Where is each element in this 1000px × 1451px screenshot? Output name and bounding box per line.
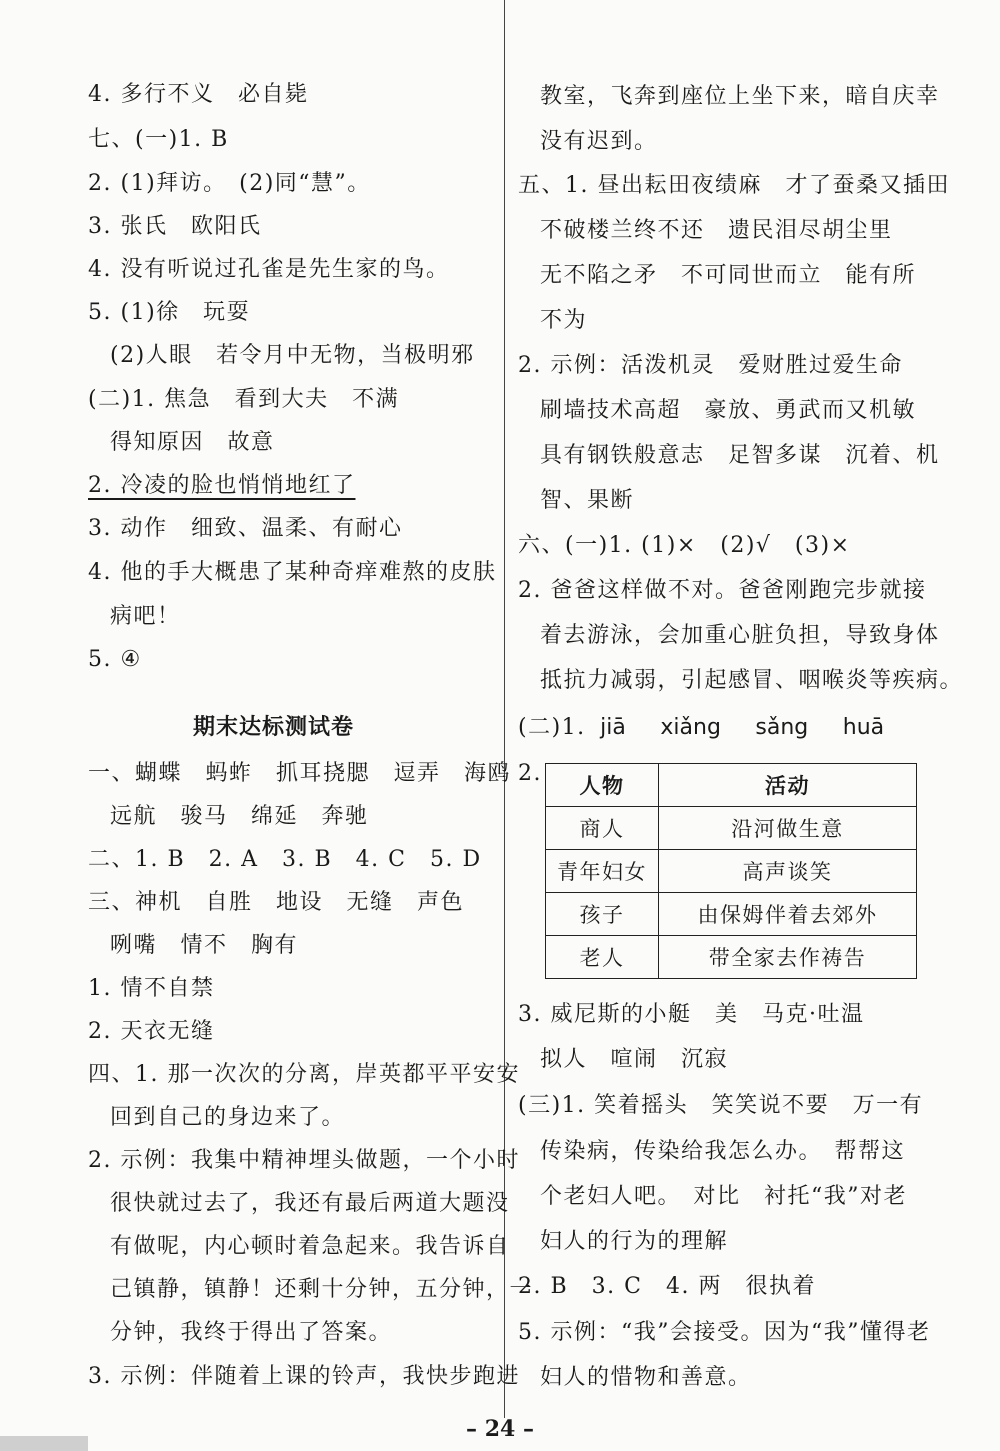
answer-line: 3. 威尼斯的小艇 美 马克·吐温 (518, 1002, 865, 1027)
answer-line: 着去游泳，会加重心脏负担，导致身体 (540, 623, 940, 648)
answer-line: 妇人的惜物和善意。 (540, 1365, 752, 1390)
scan-edge-strip (0, 1436, 88, 1451)
answer-line: 六、(一)1. (1)× (2)√ (3)× (518, 533, 851, 558)
table-header: 活动 (659, 764, 917, 807)
page-number: – 24 – (466, 1416, 534, 1442)
answer-line: 抵抗力减弱，引起感冒、咽喉炎等疾病。 (540, 668, 964, 693)
pinyin-word: huā (842, 715, 885, 740)
answer-line: 5. (1)徐 玩耍 (88, 300, 251, 325)
answer-line: 七、(一)1. B (88, 127, 229, 152)
answer-line: 5. ④ (88, 647, 142, 672)
table-row (546, 893, 917, 936)
table-cell: 老人 (546, 936, 659, 979)
answer-line: 4. 多行不义 必自毙 (88, 82, 309, 107)
answer-line: 传染病，传染给我怎么办。 帮帮这 (540, 1139, 906, 1164)
table-row (546, 936, 917, 979)
answer-line: 没有迟到。 (540, 129, 658, 154)
answer-line: 3. 示例：伴随着上课的铃声，我快步跑进 (88, 1364, 520, 1389)
pinyin-answer-line (518, 713, 884, 743)
answer-line: 2. 爸爸这样做不对。爸爸刚跑完步就接 (518, 578, 927, 603)
table-row (546, 850, 917, 893)
answer-line: 不为 (540, 308, 588, 333)
pinyin-word: jiā (600, 715, 626, 740)
answer-line: 2. 天衣无缝 (88, 1019, 215, 1044)
table-header-row (546, 764, 917, 807)
table-cell: 孩子 (546, 893, 659, 936)
answer-line: 个老妇人吧。 对比 衬托“我”对老 (540, 1184, 907, 1209)
answer-line: 具有钢铁般意志 足智多谋 沉着、机 (540, 443, 940, 468)
answer-line: 拟人 喧闹 沉寂 (540, 1047, 729, 1072)
table-cell: 高声谈笑 (659, 850, 917, 893)
answer-line-underlined: 2. 冷凌的脸也悄悄地红了 (88, 473, 356, 498)
answer-line: 回到自己的身边来了。 (110, 1105, 346, 1130)
answer-line: 5. 示例：“我”会接受。因为“我”懂得老 (518, 1320, 931, 1345)
answer-line: 无不陷之矛 不可同世而立 能有所 (540, 263, 917, 288)
answer-line: 刷墙技术高超 豪放、勇武而又机敏 (540, 398, 917, 423)
answer-line: (二)1. 焦急 看到大夫 不满 (88, 387, 400, 412)
answer-line: 分钟，我终于得出了答案。 (110, 1320, 393, 1345)
answer-line: 远航 骏马 绵延 奔驰 (110, 804, 369, 829)
table-header: 人物 (546, 764, 659, 807)
pinyin-prefix: (二)1. (518, 715, 586, 740)
answer-line: 很快就过去了，我还有最后两道大题没 (110, 1191, 510, 1216)
answer-line: 得知原因 故意 (110, 430, 275, 455)
table-cell: 沿河做生意 (659, 807, 917, 850)
table-label: 2. (518, 761, 542, 786)
activity-table (545, 763, 917, 979)
table-cell: 带全家去作祷告 (659, 936, 917, 979)
answer-line: 妇人的行为的理解 (540, 1229, 729, 1254)
answer-line: 三、神机 自胜 地设 无缝 声色 (88, 890, 465, 915)
answer-line: 3. 动作 细致、温柔、有耐心 (88, 516, 403, 541)
answer-line: 一、蝴蝶 蚂蚱 抓耳挠腮 逗弄 海鸥 (88, 761, 512, 786)
section-title: 期末达标测试卷 (193, 715, 355, 740)
table-cell: 青年妇女 (546, 850, 659, 893)
answer-line: 2. 示例：我集中精神埋头做题，一个小时 (88, 1148, 520, 1173)
answer-line: 有做呢，内心顿时着急起来。我告诉自 (110, 1234, 510, 1259)
answer-line: 智、果断 (540, 488, 635, 513)
answer-line: (三)1. 笑着摇头 笑笑说不要 万一有 (518, 1093, 924, 1118)
pinyin-word: sǎng (755, 715, 809, 740)
answer-line: 不破楼兰终不还 遗民泪尽胡尘里 (540, 218, 893, 243)
answer-line: 3. 张氏 欧阳氏 (88, 214, 262, 239)
answer-line: 教室，飞奔到座位上坐下来，暗自庆幸 (540, 84, 940, 109)
answer-line: 四、1. 那一次次的分离，岸英都平平安安 (88, 1062, 520, 1087)
answer-line: 咧嘴 情不 胸有 (110, 933, 299, 958)
table-cell: 商人 (546, 807, 659, 850)
pinyin-word: xiǎng (660, 715, 721, 740)
answer-line: 二、1. B 2. A 3. B 4. C 5. D (88, 847, 482, 872)
answer-line: 五、1. 昼出耘田夜绩麻 才了蚕桑又插田 (518, 173, 950, 198)
answer-line: 病吧！ (110, 604, 181, 629)
answer-line: 2. 示例：活泼机灵 爱财胜过爱生命 (518, 353, 903, 378)
table-cell: 由保姆伴着去郊外 (659, 893, 917, 936)
answer-line: 4. 没有听说过孔雀是先生家的鸟。 (88, 257, 450, 282)
answer-line: 2. B 3. C 4. 两 很执着 (518, 1274, 816, 1299)
answer-line: 己镇静，镇静！还剩十分钟，五分钟，一 (110, 1277, 534, 1302)
answer-line: 4. 他的手大概患了某种奇痒难熬的皮肤 (88, 560, 497, 585)
answer-line: (2)人眼 若令月中无物，当极明邪 (110, 343, 475, 368)
table-row (546, 807, 917, 850)
answer-line: 1. 情不自禁 (88, 976, 215, 1001)
answer-line: 2. (1)拜访。 (2)同“慧”。 (88, 171, 371, 196)
